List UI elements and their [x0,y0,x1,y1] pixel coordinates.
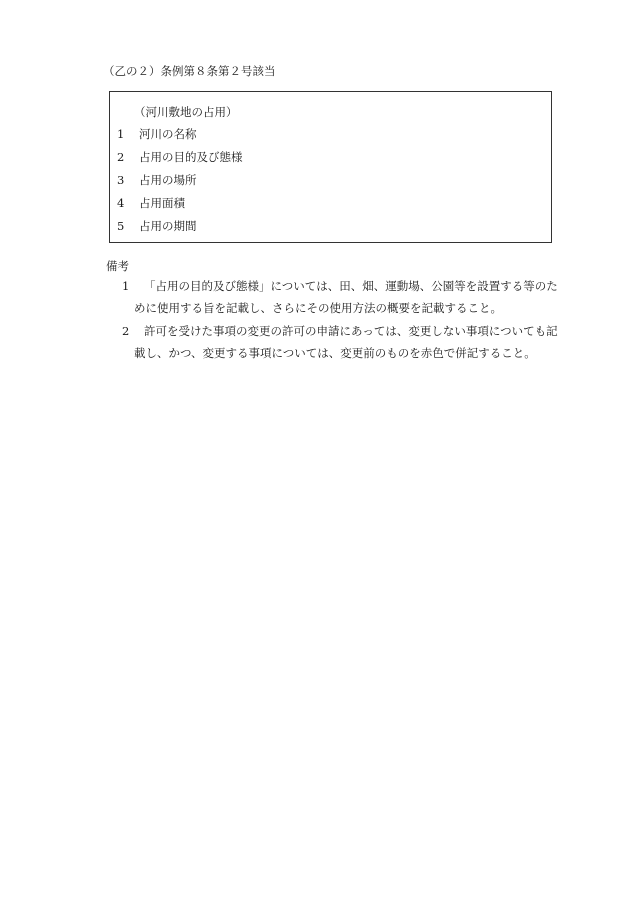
form-heading: （乙の２）条例第８条第２号該当 [103,64,276,78]
item-label: 河川の名称 [139,127,197,141]
occupancy-items-box [109,91,552,243]
item-number: 1 [117,127,125,141]
item-label: 占用の場所 [139,173,197,187]
item-number: 4 [117,196,125,210]
item-number: 3 [117,173,125,187]
box-item-period [117,218,197,234]
note-text: 許可を受けた事項の変更の許可の申請にあっては、変更しない事項についても記 [144,324,558,338]
item-label: 占用の目的及び態様 [139,150,243,164]
box-item-river-name [117,126,197,142]
note-text: 「占用の目的及び態様」については、田、畑、運動場、公園等を設置する等のた [144,279,558,293]
note-line [122,320,568,342]
box-item-purpose [117,149,243,165]
box-item-location [117,172,197,188]
note-item [122,275,568,319]
note-line-continued: めに使用する旨を記載し、さらにその使用方法の概要を記載すること。 [134,301,502,315]
item-label: 占用の期間 [139,219,197,233]
note-number: 2 [122,324,130,338]
item-label: 占用面積 [139,196,185,210]
note-line-continued: 載し、かつ、変更する事項については、変更前のものを赤色で併記すること。 [134,346,536,360]
box-item-area [117,195,185,211]
box-title: （河川敷地の占用） [134,105,238,119]
note-item [122,320,568,364]
item-number: 5 [117,219,125,233]
note-line [122,275,568,297]
notes-title: 備考 [106,259,129,273]
note-number: 1 [122,279,130,293]
item-number: 2 [117,150,125,164]
